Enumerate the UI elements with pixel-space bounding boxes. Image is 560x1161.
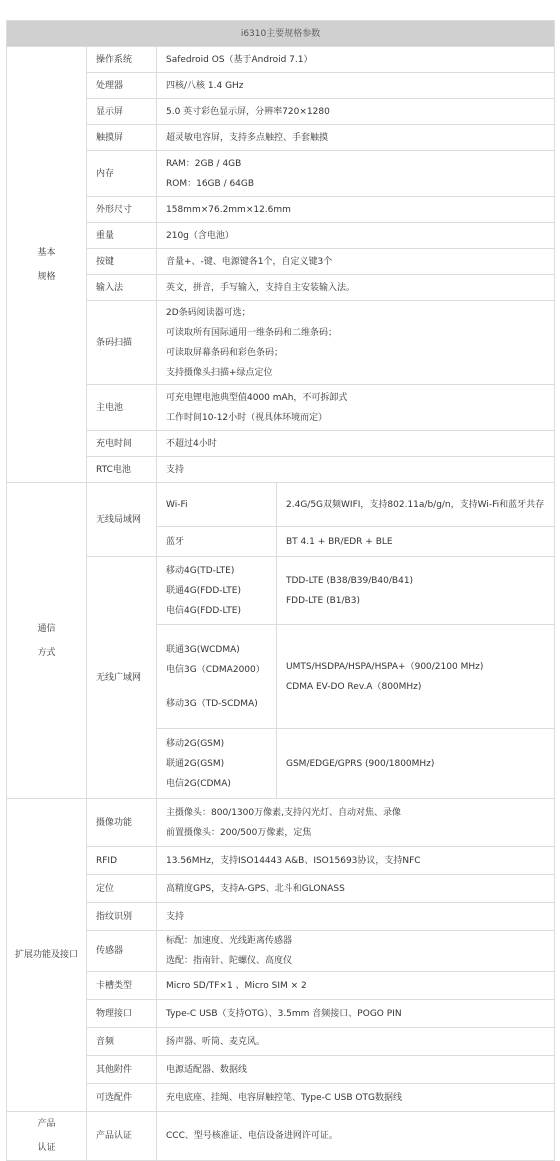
spec-label: RTC电池	[87, 457, 157, 483]
spec-label: 无线局域网	[87, 483, 157, 557]
spec-label: 传感器	[87, 931, 157, 972]
value-line: 英文，拼音，手写输入，支持自主安装输入法。	[166, 282, 356, 293]
spec-value: 2.4G/5G双频WIFI，支持802.11a/b/g/n，支持Wi-Fi和蓝牙共存	[277, 483, 555, 527]
spec-label: 指纹识别	[87, 903, 157, 931]
spec-label: 重量	[87, 223, 157, 249]
sub-label	[157, 729, 277, 799]
title-row	[7, 21, 555, 47]
spec-value	[157, 73, 555, 99]
spec-row	[7, 875, 555, 903]
spec-row	[7, 1056, 555, 1084]
spec-row	[7, 431, 555, 457]
spec-row	[7, 73, 555, 99]
group-label-line: 认证	[37, 1143, 56, 1153]
value-line: 移动4G(TD-LTE)	[166, 565, 235, 576]
spec-label: 处理器	[87, 73, 157, 99]
value-line: TDD-LTE (B38/B39/B40/B41)	[286, 575, 414, 586]
spec-label: 其他附件	[87, 1056, 157, 1084]
value-line: ROM：16GB / 64GB	[166, 178, 255, 189]
value-line: 主摄像头：800/1300万像素,支持闪光灯、自动对焦、录像	[166, 807, 401, 818]
value-line: 工作时间10-12小时（视具体环境而定）	[166, 412, 328, 423]
spec-value	[157, 47, 555, 73]
value-line: 四核/八核 1.4 GHz	[166, 80, 244, 91]
group-label-line: 方式	[37, 647, 56, 658]
value-line: 5.0 英寸彩色显示屏，分辨率720×1280	[166, 106, 330, 117]
spec-value	[157, 125, 555, 151]
value-line: 可读取所有国际通用一维条码和二维条码；	[166, 327, 338, 338]
sub-label	[157, 557, 277, 625]
spec-label: 无线广域网	[87, 557, 157, 799]
spec-row	[7, 47, 555, 73]
spec-value	[157, 1084, 555, 1112]
spec-row	[7, 1028, 555, 1056]
spec-row	[7, 301, 555, 385]
spec-value	[157, 1112, 555, 1161]
spec-row	[7, 483, 555, 527]
spec-label: 充电时间	[87, 431, 157, 457]
spec-value	[157, 799, 555, 847]
spec-value	[157, 457, 555, 483]
spec-row	[7, 275, 555, 301]
spec-value	[157, 972, 555, 1000]
value-line: 充电底座、挂绳、电容屏触控笔、Type-C USB OTG数据线	[166, 1092, 402, 1103]
table-title: i6310主要规格参数	[7, 21, 555, 47]
spec-row	[7, 931, 555, 972]
spec-value	[157, 197, 555, 223]
spec-sheet	[6, 20, 554, 1161]
value-line: 电源适配器、数据线	[166, 1064, 248, 1075]
spec-row	[7, 903, 555, 931]
spec-label: 物理接口	[87, 1000, 157, 1028]
value-line: FDD-LTE (B1/B3)	[286, 595, 360, 606]
sub-label	[157, 625, 277, 729]
value-line: 2D条码阅读器可选；	[166, 307, 251, 318]
spacer	[166, 680, 276, 694]
value-line: 电信2G(CDMA)	[166, 778, 231, 789]
spec-row	[7, 972, 555, 1000]
spec-row	[7, 1084, 555, 1112]
value-line: GSM/EDGE/GPRS (900/1800MHz)	[286, 758, 435, 769]
sub-label: Wi-Fi	[157, 483, 277, 527]
group-ext: 扩展功能及接口	[7, 799, 87, 1112]
spec-label: 音频	[87, 1028, 157, 1056]
group-label-line: 规格	[37, 271, 56, 282]
spec-row	[7, 125, 555, 151]
spec-value	[157, 223, 555, 249]
value-line: 13.56MHz，支持ISO14443 A&B、ISO15693协议，支持NFC	[166, 855, 421, 866]
value-line: 联通3G(WCDMA)	[166, 644, 240, 655]
spec-label: 可选配件	[87, 1084, 157, 1112]
spec-value	[157, 385, 555, 431]
value-line: 音量+、-键、电源键各1个，自定义键3个	[166, 256, 333, 267]
spec-row	[7, 457, 555, 483]
value-line: 电信3G（CDMA2000）	[166, 664, 265, 675]
spec-label: 条码扫描	[87, 301, 157, 385]
value-line: 移动3G（TD-SCDMA)	[166, 698, 258, 709]
spec-row	[7, 151, 555, 197]
value-line: 支持摄像头扫描+绿点定位	[166, 367, 273, 378]
spec-row	[7, 847, 555, 875]
group-cert	[7, 1112, 87, 1161]
value-line: Micro SD/TF×1 、Micro SIM × 2	[166, 980, 307, 991]
spec-row	[7, 799, 555, 847]
group-label-line: 基本	[37, 247, 56, 258]
sub-label: 蓝牙	[157, 527, 277, 557]
value-line: 联通2G(GSM)	[166, 758, 225, 769]
spec-value	[157, 847, 555, 875]
spec-value	[277, 557, 555, 625]
value-line: 支持	[166, 911, 185, 922]
spec-label: 卡槽类型	[87, 972, 157, 1000]
value-line: 电信4G(FDD-LTE)	[166, 605, 241, 616]
group-label-line: 产品	[37, 1119, 56, 1129]
value-line: CDMA EV-DO Rev.A（800MHz)	[286, 681, 422, 692]
spec-label: 产品认证	[87, 1112, 157, 1161]
value-line: 支持	[166, 464, 185, 475]
value-line: RAM：2GB / 4GB	[166, 158, 242, 169]
spec-value	[157, 301, 555, 385]
value-line: 可充电锂电池典型值4000 mAh，不可拆卸式	[166, 392, 348, 403]
value-line: CCC、型号核准证、电信设备进网许可证。	[166, 1131, 338, 1141]
spec-label: 触摸屏	[87, 125, 157, 151]
spec-value	[157, 275, 555, 301]
spec-table	[6, 20, 555, 1161]
spec-value	[157, 431, 555, 457]
value-line: 扬声器、听筒、麦克风。	[166, 1036, 266, 1047]
value-line: 联通4G(FDD-LTE)	[166, 585, 241, 596]
spec-value	[277, 729, 555, 799]
spec-value	[157, 1056, 555, 1084]
spec-label: RFID	[87, 847, 157, 875]
spec-row	[7, 557, 555, 625]
group-label-line: 通信	[37, 623, 56, 634]
spec-value: BT 4.1 + BR/EDR + BLE	[277, 527, 555, 557]
spec-label: 内存	[87, 151, 157, 197]
spec-row	[7, 223, 555, 249]
value-line: 210g（含电池）	[166, 230, 234, 241]
value-line: 标配：加速度、光线距离传感器	[166, 936, 293, 946]
spec-value	[157, 99, 555, 125]
spec-value	[157, 875, 555, 903]
value-line: Type-C USB（支持OTG）、3.5mm 音频接口、POGO PIN	[166, 1008, 402, 1019]
value-line: Safedroid OS（基于Android 7.1）	[166, 54, 313, 65]
spec-label: 定位	[87, 875, 157, 903]
spec-value	[157, 1000, 555, 1028]
spec-value	[157, 249, 555, 275]
spec-value	[277, 625, 555, 729]
spec-label: 摄像功能	[87, 799, 157, 847]
spec-label: 显示屏	[87, 99, 157, 125]
spec-value	[157, 1028, 555, 1056]
group-basic	[7, 47, 87, 483]
spec-value	[157, 903, 555, 931]
spec-label: 操作系统	[87, 47, 157, 73]
value-line: 可读取屏幕条码和彩色条码；	[166, 347, 284, 358]
spec-label: 输入法	[87, 275, 157, 301]
value-line: 158mm×76.2mm×12.6mm	[166, 204, 291, 215]
value-line: 超灵敏电容屏，支持多点触控、手套触摸	[166, 132, 329, 143]
spec-row	[7, 249, 555, 275]
spec-row	[7, 1112, 555, 1161]
spec-label: 主电池	[87, 385, 157, 431]
value-line: 不超过4小时	[166, 438, 217, 449]
spec-value	[157, 931, 555, 972]
value-line: UMTS/HSDPA/HSPA/HSPA+（900/2100 MHz)	[286, 661, 484, 672]
spec-row	[7, 197, 555, 223]
value-line: 高精度GPS，支持A-GPS、北斗和GLONASS	[166, 883, 345, 894]
spec-value	[157, 151, 555, 197]
spec-row	[7, 385, 555, 431]
value-line: 移动2G(GSM)	[166, 738, 225, 749]
spec-label: 外形尺寸	[87, 197, 157, 223]
spec-label: 按键	[87, 249, 157, 275]
value-line: 选配：指南针、陀螺仪、高度仪	[166, 956, 293, 966]
group-comm	[7, 483, 87, 799]
spec-row	[7, 99, 555, 125]
spec-row	[7, 1000, 555, 1028]
value-line: 前置摄像头：200/500万像素，定焦	[166, 827, 312, 838]
